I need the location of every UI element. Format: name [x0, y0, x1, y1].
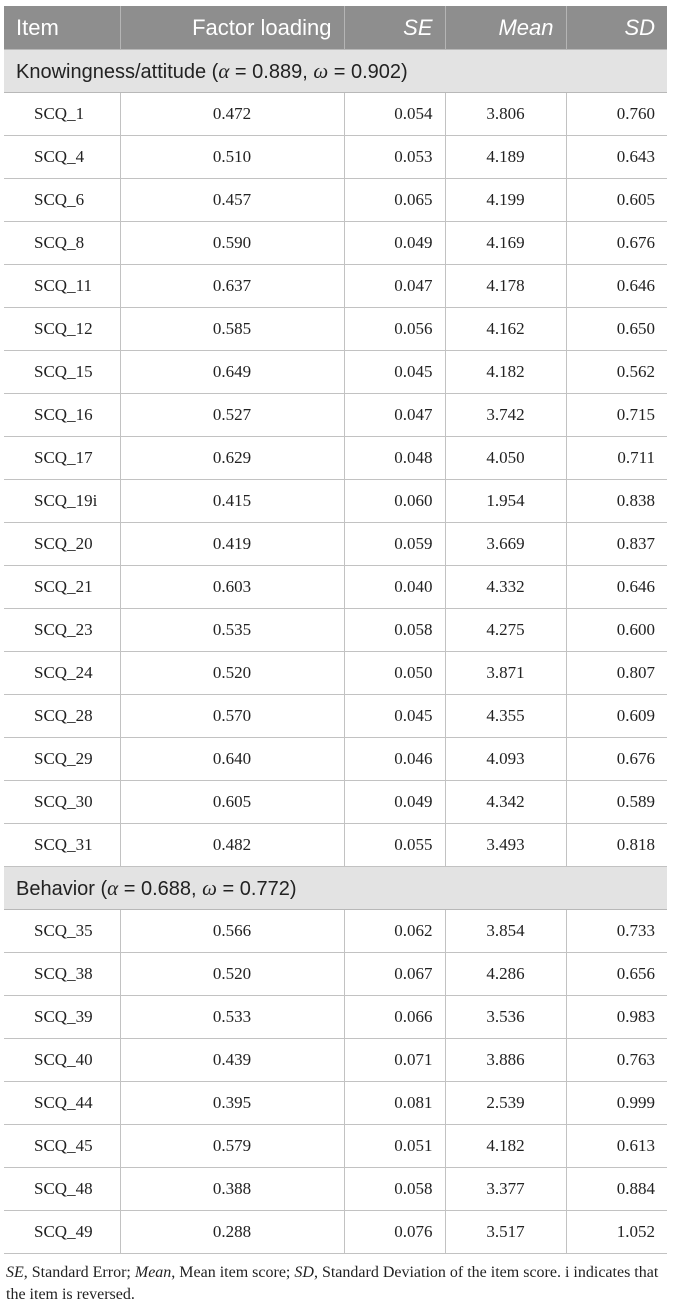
cell-item: SCQ_19i	[4, 480, 120, 523]
cell-mean: 4.162	[445, 308, 566, 351]
section-label-prefix: Behavior (	[16, 877, 108, 900]
cell-mean: 4.355	[445, 695, 566, 738]
cell-mean: 4.332	[445, 566, 566, 609]
cell-item: SCQ_39	[4, 996, 120, 1039]
cell-se: 0.071	[344, 1039, 445, 1082]
cell-factor-loading: 0.520	[120, 652, 344, 695]
cell-se: 0.049	[344, 222, 445, 265]
cell-sd: 0.605	[566, 179, 667, 222]
header-sd: SD	[566, 6, 667, 50]
cell-se: 0.060	[344, 480, 445, 523]
cell-mean: 3.806	[445, 93, 566, 136]
cell-item: SCQ_16	[4, 394, 120, 437]
table-row	[4, 222, 667, 265]
header-row	[4, 6, 667, 50]
cell-factor-loading: 0.472	[120, 93, 344, 136]
cell-item: SCQ_35	[4, 910, 120, 953]
cell-mean: 3.517	[445, 1211, 566, 1254]
cell-item: SCQ_12	[4, 308, 120, 351]
table-row	[4, 351, 667, 394]
cell-factor-loading: 0.520	[120, 953, 344, 996]
cell-mean: 3.886	[445, 1039, 566, 1082]
table-row	[4, 910, 667, 953]
cell-sd: 0.818	[566, 824, 667, 867]
table-row	[4, 781, 667, 824]
table-container	[4, 6, 667, 1306]
cell-factor-loading: 0.535	[120, 609, 344, 652]
cell-item: SCQ_15	[4, 351, 120, 394]
table-row	[4, 996, 667, 1039]
cell-factor-loading: 0.527	[120, 394, 344, 437]
cell-factor-loading: 0.415	[120, 480, 344, 523]
cell-factor-loading: 0.637	[120, 265, 344, 308]
cell-mean: 4.050	[445, 437, 566, 480]
cell-sd: 0.643	[566, 136, 667, 179]
cell-se: 0.058	[344, 1168, 445, 1211]
header-item: Item	[4, 6, 120, 50]
cell-sd: 0.656	[566, 953, 667, 996]
footnote-se-abbr: SE	[6, 1264, 24, 1281]
table-row	[4, 308, 667, 351]
cell-se: 0.067	[344, 953, 445, 996]
table-row	[4, 93, 667, 136]
table-row	[4, 480, 667, 523]
cell-factor-loading: 0.533	[120, 996, 344, 1039]
cell-sd: 0.884	[566, 1168, 667, 1211]
cell-factor-loading: 0.388	[120, 1168, 344, 1211]
cell-item: SCQ_6	[4, 179, 120, 222]
cell-mean: 4.182	[445, 1125, 566, 1168]
cell-se: 0.045	[344, 351, 445, 394]
cell-item: SCQ_49	[4, 1211, 120, 1254]
cell-se: 0.055	[344, 824, 445, 867]
cell-mean: 4.342	[445, 781, 566, 824]
cell-se: 0.081	[344, 1082, 445, 1125]
cell-mean: 4.178	[445, 265, 566, 308]
cell-mean: 4.286	[445, 953, 566, 996]
cell-sd: 0.983	[566, 996, 667, 1039]
cell-sd: 0.589	[566, 781, 667, 824]
cell-item: SCQ_17	[4, 437, 120, 480]
cell-item: SCQ_30	[4, 781, 120, 824]
cell-item: SCQ_48	[4, 1168, 120, 1211]
cell-item: SCQ_23	[4, 609, 120, 652]
cell-mean: 4.182	[445, 351, 566, 394]
cell-item: SCQ_4	[4, 136, 120, 179]
cell-factor-loading: 0.640	[120, 738, 344, 781]
section-omega-value: = 0.772)	[216, 877, 297, 900]
section-header-row	[4, 50, 667, 93]
table-row	[4, 523, 667, 566]
cell-mean: 3.669	[445, 523, 566, 566]
cell-mean: 4.199	[445, 179, 566, 222]
footnote-se-text: , Standard Error;	[23, 1264, 135, 1281]
cell-sd: 0.763	[566, 1039, 667, 1082]
cell-se: 0.050	[344, 652, 445, 695]
cell-sd: 0.711	[566, 437, 667, 480]
cell-se: 0.048	[344, 437, 445, 480]
cell-sd: 0.838	[566, 480, 667, 523]
cell-se: 0.049	[344, 781, 445, 824]
cell-factor-loading: 0.482	[120, 824, 344, 867]
table-row	[4, 953, 667, 996]
cell-factor-loading: 0.457	[120, 179, 344, 222]
cell-sd: 0.807	[566, 652, 667, 695]
cell-item: SCQ_24	[4, 652, 120, 695]
footnote-sd-text: , Standard Deviation of the item score. i indicates that the item is reversed.	[6, 1264, 659, 1303]
cell-sd: 0.760	[566, 93, 667, 136]
cell-sd: 0.837	[566, 523, 667, 566]
cell-sd: 0.646	[566, 265, 667, 308]
cell-mean: 2.539	[445, 1082, 566, 1125]
section-omega-value: = 0.902)	[328, 60, 408, 83]
cell-mean: 4.169	[445, 222, 566, 265]
section-alpha-symbol: α	[218, 58, 230, 83]
cell-se: 0.045	[344, 695, 445, 738]
cell-mean: 4.189	[445, 136, 566, 179]
table-row	[4, 1211, 667, 1254]
cell-mean: 3.742	[445, 394, 566, 437]
cell-item: SCQ_28	[4, 695, 120, 738]
cell-item: SCQ_45	[4, 1125, 120, 1168]
cell-se: 0.058	[344, 609, 445, 652]
section-label	[4, 867, 667, 910]
cell-sd: 0.609	[566, 695, 667, 738]
table-row	[4, 695, 667, 738]
cell-factor-loading: 0.579	[120, 1125, 344, 1168]
table-row	[4, 179, 667, 222]
table-row	[4, 265, 667, 308]
table-body	[4, 50, 667, 1254]
cell-factor-loading: 0.649	[120, 351, 344, 394]
cell-factor-loading: 0.629	[120, 437, 344, 480]
header-se: SE	[344, 6, 445, 50]
cell-sd: 0.715	[566, 394, 667, 437]
cell-mean: 1.954	[445, 480, 566, 523]
table-row	[4, 437, 667, 480]
cell-se: 0.065	[344, 179, 445, 222]
cell-factor-loading: 0.603	[120, 566, 344, 609]
cell-factor-loading: 0.566	[120, 910, 344, 953]
cell-se: 0.047	[344, 265, 445, 308]
cell-item: SCQ_11	[4, 265, 120, 308]
table-row	[4, 1125, 667, 1168]
table-row	[4, 1168, 667, 1211]
cell-factor-loading: 0.570	[120, 695, 344, 738]
cell-factor-loading: 0.585	[120, 308, 344, 351]
cell-se: 0.054	[344, 93, 445, 136]
cell-item: SCQ_20	[4, 523, 120, 566]
cell-factor-loading: 0.439	[120, 1039, 344, 1082]
header-factor-loading: Factor loading	[120, 6, 344, 50]
section-alpha-value: = 0.688,	[118, 877, 203, 900]
cell-item: SCQ_31	[4, 824, 120, 867]
cell-mean: 4.275	[445, 609, 566, 652]
footnote-mean-text: , Mean item score;	[171, 1264, 295, 1281]
cell-item: SCQ_40	[4, 1039, 120, 1082]
cell-se: 0.056	[344, 308, 445, 351]
cell-factor-loading: 0.510	[120, 136, 344, 179]
cell-sd: 0.646	[566, 566, 667, 609]
header-mean: Mean	[445, 6, 566, 50]
cell-se: 0.059	[344, 523, 445, 566]
cell-mean: 3.854	[445, 910, 566, 953]
cell-sd: 0.733	[566, 910, 667, 953]
cell-se: 0.046	[344, 738, 445, 781]
cell-factor-loading: 0.605	[120, 781, 344, 824]
cell-item: SCQ_21	[4, 566, 120, 609]
factor-loading-table	[4, 6, 667, 1254]
cell-sd: 0.562	[566, 351, 667, 394]
cell-mean: 3.493	[445, 824, 566, 867]
footnote-mean-abbr: Mean	[134, 1264, 172, 1281]
cell-mean: 3.536	[445, 996, 566, 1039]
cell-mean: 3.377	[445, 1168, 566, 1211]
cell-item: SCQ_29	[4, 738, 120, 781]
cell-item: SCQ_1	[4, 93, 120, 136]
table-row	[4, 652, 667, 695]
table-row	[4, 1039, 667, 1082]
cell-factor-loading: 0.590	[120, 222, 344, 265]
section-alpha-value: = 0.889,	[229, 60, 314, 83]
cell-se: 0.047	[344, 394, 445, 437]
cell-se: 0.040	[344, 566, 445, 609]
cell-item: SCQ_44	[4, 1082, 120, 1125]
table-row	[4, 394, 667, 437]
cell-se: 0.053	[344, 136, 445, 179]
table-row	[4, 738, 667, 781]
cell-sd: 0.600	[566, 609, 667, 652]
cell-sd: 1.052	[566, 1211, 667, 1254]
cell-se: 0.062	[344, 910, 445, 953]
cell-mean: 4.093	[445, 738, 566, 781]
cell-item: SCQ_8	[4, 222, 120, 265]
cell-factor-loading: 0.419	[120, 523, 344, 566]
table-row	[4, 609, 667, 652]
table-row	[4, 136, 667, 179]
cell-factor-loading: 0.395	[120, 1082, 344, 1125]
cell-item: SCQ_38	[4, 953, 120, 996]
cell-sd: 0.676	[566, 738, 667, 781]
table-row	[4, 566, 667, 609]
cell-sd: 0.650	[566, 308, 667, 351]
cell-sd: 0.613	[566, 1125, 667, 1168]
table-row	[4, 824, 667, 867]
cell-se: 0.066	[344, 996, 445, 1039]
table-row	[4, 1082, 667, 1125]
section-alpha-symbol: α	[107, 875, 119, 900]
section-omega-symbol: ω	[202, 875, 217, 900]
cell-se: 0.076	[344, 1211, 445, 1254]
cell-se: 0.051	[344, 1125, 445, 1168]
section-header-row	[4, 867, 667, 910]
table-footnote	[4, 1262, 667, 1306]
cell-sd: 0.999	[566, 1082, 667, 1125]
footnote-sd-abbr: SD	[294, 1264, 314, 1281]
section-omega-symbol: ω	[313, 58, 329, 83]
section-label	[4, 50, 667, 93]
section-label-prefix: Knowingness/attitude (	[16, 60, 219, 83]
cell-factor-loading: 0.288	[120, 1211, 344, 1254]
cell-sd: 0.676	[566, 222, 667, 265]
cell-mean: 3.871	[445, 652, 566, 695]
